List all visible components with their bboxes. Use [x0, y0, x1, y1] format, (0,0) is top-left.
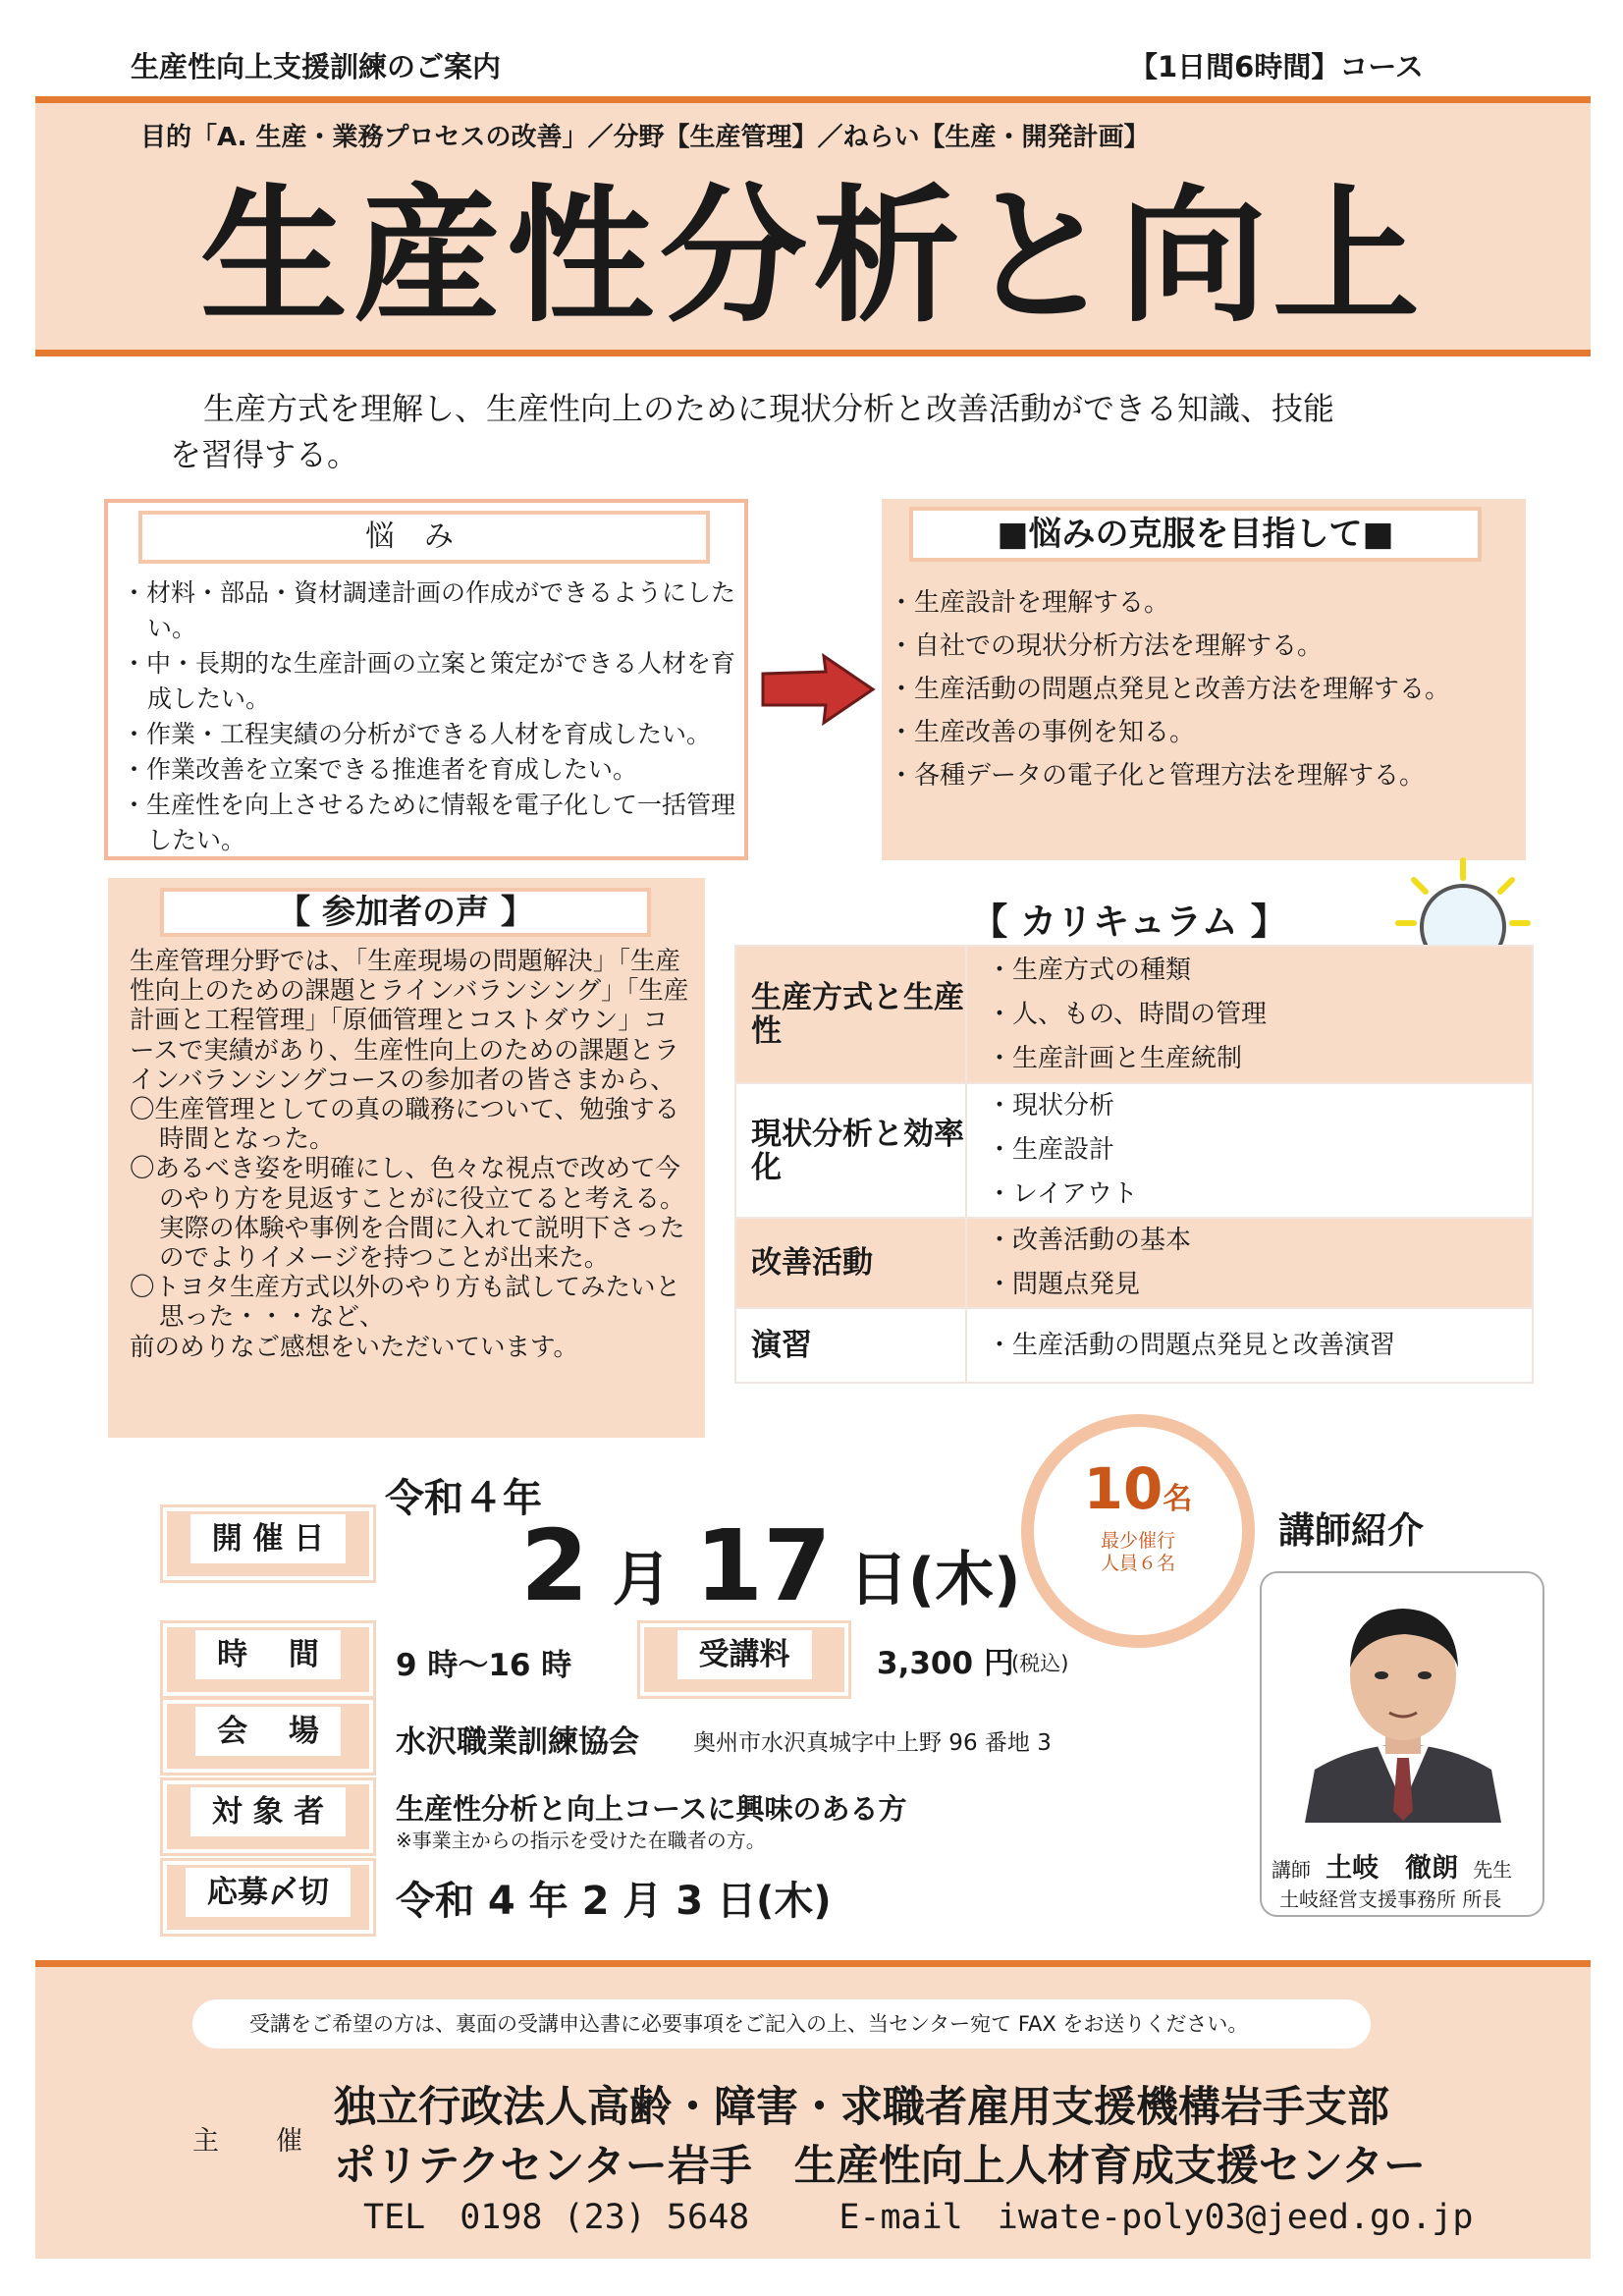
worry-item: ・生産性を向上させるために情報を電子化して一括管理したい。: [122, 791, 736, 854]
worry-item: ・材料・部品・資材調達計画の作成ができるようにしたい。: [122, 578, 736, 642]
voice-text: [130, 947, 689, 1362]
event-date: 2 月 17 日(木): [520, 1508, 1021, 1623]
worry-item: ・作業・工程実績の分析ができる人材を育成したい。: [122, 720, 712, 748]
goals-label: ■悩みの克服を目指して■: [909, 507, 1482, 562]
curriculum-item: ・人、もの、時間の管理: [987, 999, 1267, 1029]
venue-address: 奥州市水沢真城字中上野 96 番地 3: [693, 1730, 1052, 1756]
curriculum-category: 現状分析と効率化: [735, 1083, 966, 1218]
curriculum-item: ・レイアウト: [987, 1179, 1138, 1209]
curriculum-items: [966, 1083, 1533, 1218]
intro-line-1: 生産方式を理解し、生産性向上のために現状分析と改善活動ができる知識、技能: [203, 390, 1335, 427]
telephone: TEL 0198 (23) 5648: [363, 2198, 750, 2237]
lecturer-card: [1260, 1571, 1544, 1917]
lecturer-affiliation: 土岐経営支援事務所 所長: [1279, 1887, 1502, 1911]
purpose-line: 目的「A. 生産・業務プロセスの改善」／分野【生産管理】／ねらい【生産・開発計画】: [140, 123, 1150, 152]
intro-line-2: を習得する。: [170, 436, 359, 473]
curriculum-item: ・生産活動の問題点発見と改善演習: [987, 1330, 1396, 1360]
curriculum-item: ・生産方式の種類: [987, 955, 1192, 985]
deadline-value: 令和 4 年 2 月 3 日(木): [396, 1879, 832, 1924]
deadline-label: 応募〆切: [163, 1861, 373, 1934]
voice-paragraph: 前のめりなご感想をいただいています。: [130, 1332, 578, 1362]
sponsor-label: 主催: [192, 2126, 359, 2157]
curriculum-items: [966, 1308, 1533, 1383]
curriculum-item: ・改善活動の基本: [987, 1226, 1192, 1255]
curriculum-row: [735, 1308, 1533, 1383]
goal-item: ・各種データの電子化と管理方法を理解する。: [889, 761, 1426, 791]
curriculum-row: [735, 1083, 1533, 1218]
fee-value: 3,300 円: [877, 1646, 1014, 1681]
worry-item: ・中・長期的な生産計画の立案と策定ができる人材を育成したい。: [122, 649, 736, 713]
goal-item: ・自社での現状分析方法を理解する。: [889, 631, 1324, 661]
curriculum-table: [734, 945, 1534, 1384]
curriculum-items: [966, 1218, 1533, 1308]
capacity-unit: 名: [1163, 1482, 1193, 1516]
time-label: 時 間: [163, 1623, 373, 1696]
curriculum-category: 生産方式と生産性: [735, 946, 966, 1083]
curriculum-item: ・生産計画と生産統制: [987, 1043, 1243, 1073]
goal-item: ・生産活動の問題点発見と改善方法を理解する。: [889, 675, 1451, 704]
curriculum-category: 演習: [735, 1308, 966, 1383]
curriculum-category: 改善活動: [735, 1218, 966, 1308]
curriculum-item: ・生産設計: [987, 1135, 1115, 1165]
email: E-mail iwate-poly03@jeed.go.jp: [839, 2198, 1474, 2237]
goal-item: ・生産改善の事例を知る。: [889, 718, 1196, 747]
organizer-1: 独立行政法人高齢・障害・求職者雇用支援機構岩手支部: [334, 2083, 1389, 2132]
curriculum-row: [735, 1218, 1533, 1308]
capacity-min-line1: 最少催行: [1100, 1530, 1175, 1552]
worries-list: [122, 575, 746, 858]
voice-paragraph: 生産管理分野では、「生産現場の問題解決」「生産性向上のための課題とラインバランシング」「生産計画と工程管理」「原価管理とコストダウン」コースで実績があり、生産性向上のための課題とラインバランシングコースの参加者の皆さまから、: [130, 947, 689, 1095]
lecturer-photo: [1295, 1577, 1511, 1823]
application-notice: 受講をご希望の方は、裏面の受講申込書に必要事項をご記入の上、当センター宛て FAX をお送りください。: [192, 1999, 1371, 2049]
fee-note: (税込): [1011, 1652, 1069, 1675]
capacity-number: 10: [1083, 1455, 1163, 1522]
target-value: 生産性分析と向上コースに興味のある方: [396, 1792, 907, 1826]
voice-paragraph: 〇トヨタ生産方式以外のやり方も試してみたいと思った・・・など、: [130, 1273, 681, 1333]
curriculum-item: ・現状分析: [987, 1091, 1115, 1121]
organizer-2: ポリテクセンター岩手 生産性向上人材育成支援センター: [334, 2142, 1426, 2191]
capacity-min-line2: 人員６名: [1100, 1553, 1175, 1574]
voice-paragraph: 〇あるべき姿を明確にし、色々な視点で改めて今のやり方を見返すことがに役立てると考える。実際の体験や事例を合間に入れて説明下さったのでよりイメージを持つことが出来た。: [130, 1154, 685, 1274]
contact-line: [363, 2190, 1473, 2239]
curriculum-row: [735, 946, 1533, 1083]
worries-label: 悩み: [138, 511, 710, 564]
lecturer-name: 土岐 徹朗: [1325, 1853, 1459, 1884]
capacity-badge: [1034, 1427, 1242, 1635]
target-label: 対 象 者: [163, 1780, 373, 1853]
page-title: 生産性分析と向上: [199, 172, 1426, 343]
goal-item: ・生産設計を理解する。: [889, 588, 1170, 618]
target-note: ※事業主からの指示を受けた在職者の方。: [396, 1829, 766, 1852]
era: 令和４年: [385, 1476, 542, 1521]
header-left: 生産性向上支援訓練のご案内: [131, 50, 502, 83]
worry-item: ・作業改善を立案できる推進者を育成したい。: [122, 755, 638, 784]
goals-list: [889, 581, 1450, 797]
lecturer-heading: 講師紹介: [1278, 1509, 1424, 1552]
lecturer-prefix: 講師: [1271, 1858, 1311, 1882]
lecturer-suffix: 先生: [1473, 1858, 1513, 1882]
header-right: 【1日間6時間】コース: [1129, 50, 1424, 83]
time-value: 9 時～16 時: [396, 1648, 572, 1683]
fee-label: 受講料: [640, 1623, 848, 1696]
venue-label: 会 場: [163, 1700, 373, 1773]
venue-value: 水沢職業訓練協会: [396, 1724, 639, 1760]
right-arrow-icon: [759, 652, 877, 727]
voice-label: 【 参加者の声 】: [160, 888, 651, 937]
voice-paragraph: 〇生産管理としての真の職務について、勉強する時間となった。: [130, 1095, 679, 1155]
curriculum-items: [966, 946, 1533, 1083]
curriculum-item: ・問題点発見: [987, 1270, 1141, 1299]
date-label: 開 催 日: [163, 1507, 373, 1580]
curriculum-title: 【 カリキュラム 】: [971, 901, 1287, 943]
